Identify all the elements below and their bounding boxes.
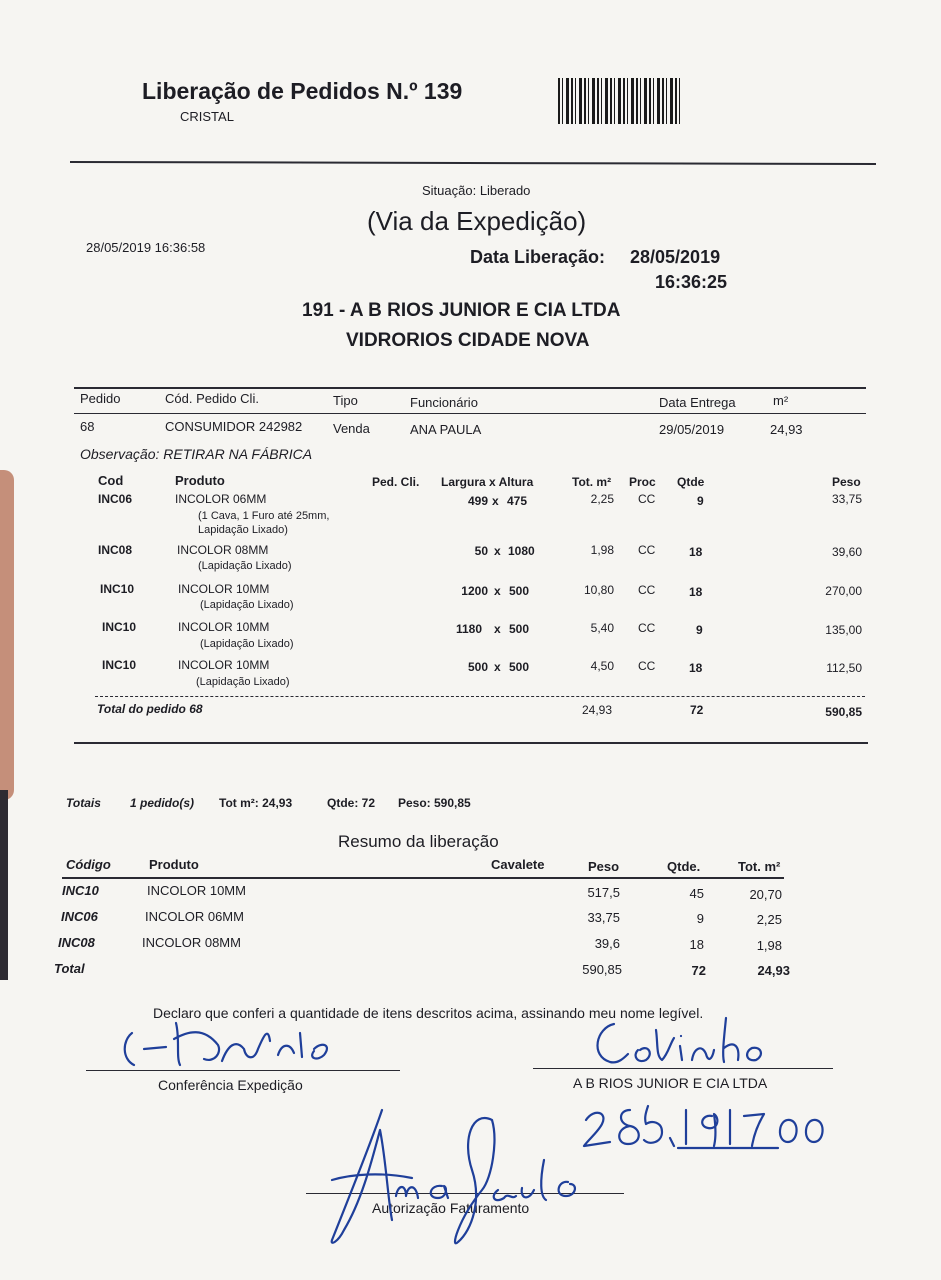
item-tot-m2: 5,40 [590, 621, 614, 635]
resumo-total-qtde: 72 [691, 963, 706, 978]
item-altura: 500 [509, 584, 530, 598]
order-m2: 24,93 [770, 422, 803, 437]
item-peso: 39,60 [831, 545, 862, 559]
declaration-text: Declaro que conferi a quantidade de itens descritos acima, assinando meu nome legível. [153, 1005, 704, 1021]
items-col-qtde: Qtde [677, 475, 705, 489]
items-col-largura-altura: Largura x Altura [441, 475, 534, 489]
item-altura: 475 [507, 494, 528, 508]
client-label: A B RIOS JUNIOR E CIA LTDA [573, 1075, 768, 1091]
resumo-tot-m2: 20,70 [749, 887, 782, 902]
item-produto: INCOLOR 10MM [178, 582, 270, 596]
item-cod: INC08 [98, 543, 133, 557]
item-qtde: 9 [697, 494, 704, 508]
page-edge-dark [0, 790, 8, 980]
item-x: x [494, 584, 501, 598]
order-total-rule [95, 696, 865, 698]
item-peso: 270,00 [825, 584, 862, 598]
item-largura: 1200 [461, 584, 488, 598]
resumo-total-label: Total [54, 961, 85, 976]
item-detail: (Lapidação Lixado) [196, 676, 290, 688]
item-tot-m2: 2,25 [590, 492, 614, 506]
items-col-produto: Produto [175, 473, 225, 488]
resumo-col-produto: Produto [149, 857, 199, 872]
data-liberacao-date: 28/05/2019 [630, 247, 721, 267]
item-proc: CC [638, 621, 656, 635]
situacao-label: Situação: Liberado [422, 183, 531, 198]
data-liberacao-time: 16:36:25 [655, 272, 728, 292]
item-produto: INCOLOR 10MM [178, 658, 270, 672]
item-x: x [494, 622, 501, 636]
resumo-tot-m2: 2,25 [756, 912, 782, 927]
item-tot-m2: 1,98 [590, 543, 614, 557]
totals-qtde: Qtde: 72 [327, 796, 376, 810]
page-edge-shadow [0, 470, 14, 800]
item-qtde: 18 [689, 545, 703, 559]
resumo-produto: INCOLOR 08MM [142, 935, 241, 950]
document-title: Liberação de Pedidos N.º 139 [142, 78, 463, 104]
item-altura: 500 [509, 660, 530, 674]
resumo-produto: INCOLOR 06MM [145, 909, 244, 924]
item-detail: (Lapidação Lixado) [198, 560, 292, 572]
order-top-rule [74, 387, 866, 389]
item-largura: 50 [474, 544, 488, 558]
resumo-qtde: 45 [689, 886, 704, 901]
company-name: CRISTAL [180, 109, 234, 124]
item-qtde: 18 [689, 661, 703, 675]
data-liberacao-label: Data Liberação: [470, 247, 606, 267]
order-total-m2: 24,93 [581, 703, 612, 717]
item-largura: 1180 [455, 622, 482, 636]
item-proc: CC [638, 543, 656, 557]
order-total-qtde: 72 [690, 703, 704, 717]
autorizacao-label: Autorização Faturamento [372, 1200, 530, 1216]
resumo-col-peso: Peso [588, 859, 620, 874]
item-cod: INC10 [100, 582, 135, 596]
resumo-produto: INCOLOR 10MM [147, 883, 246, 898]
col-funcionario: Funcionário [410, 395, 478, 410]
resumo-title: Resumo da liberação [338, 832, 499, 851]
totals-pedidos: 1 pedido(s) [130, 796, 195, 810]
order-observacao: Observação: RETIRAR NA FÁBRICA [80, 446, 313, 462]
col-cod-pedido-cli: Cód. Pedido Cli. [165, 391, 259, 406]
item-altura: 1080 [508, 544, 535, 558]
print-datetime: 28/05/2019 16:36:58 [86, 240, 206, 255]
resumo-total-tot-m2: 24,93 [757, 963, 790, 978]
resumo-col-codigo: Código [66, 857, 111, 872]
col-tipo: Tipo [333, 393, 358, 408]
col-pedido: Pedido [80, 391, 121, 406]
totals-m2: Tot m²: 24,93 [219, 796, 293, 810]
resumo-tot-m2: 1,98 [756, 938, 782, 953]
items-col-proc: Proc [629, 475, 656, 489]
item-x: x [492, 494, 499, 508]
item-qtde: 18 [689, 585, 703, 599]
items-col-cod: Cod [98, 473, 124, 488]
resumo-qtde: 9 [696, 911, 704, 926]
col-m2: m² [773, 393, 789, 408]
resumo-col-cavalete: Cavalete [491, 857, 545, 872]
item-proc: CC [638, 659, 656, 673]
item-peso: 112,50 [826, 661, 862, 675]
order-total-label: Total do pedido 68 [97, 702, 203, 716]
item-detail: (1 Cava, 1 Furo até 25mm, [198, 510, 330, 522]
item-peso: 33,75 [831, 492, 862, 506]
resumo-peso: 517,5 [587, 885, 620, 900]
item-detail: (Lapidação Lixado) [200, 638, 294, 650]
item-peso: 135,00 [825, 623, 862, 637]
order-header-rule [74, 413, 866, 414]
client-store: VIDRORIOS CIDADE NOVA [346, 330, 590, 351]
item-tot-m2: 4,50 [590, 659, 614, 673]
conferencia-label: Conferência Expedição [158, 1077, 303, 1093]
item-altura: 500 [509, 622, 530, 636]
items-col-peso: Peso [832, 475, 861, 489]
via-label: (Via da Expedição) [367, 206, 587, 236]
order-total-peso: 590,85 [825, 705, 862, 719]
resumo-peso: 33,75 [587, 910, 620, 925]
items-col-ped-cli: Ped. Cli. [372, 475, 420, 489]
order-tipo: Venda [333, 421, 370, 436]
item-tot-m2: 10,80 [583, 583, 614, 597]
item-produto: INCOLOR 10MM [178, 620, 270, 634]
handwritten-date [578, 1098, 834, 1158]
client-name: 191 - A B RIOS JUNIOR E CIA LTDA [302, 300, 621, 321]
col-data-entrega: Data Entrega [659, 395, 736, 410]
resumo-col-tot-m2: Tot. m² [738, 859, 781, 874]
item-cod: INC06 [98, 492, 133, 506]
item-x: x [494, 544, 501, 558]
item-largura: 499 [467, 494, 488, 508]
item-detail: Lapidação Lixado) [198, 524, 288, 536]
order-cod-cli: CONSUMIDOR 242982 [165, 419, 303, 434]
resumo-codigo: INC08 [58, 935, 95, 950]
resumo-qtde: 18 [689, 937, 704, 952]
item-x: x [494, 660, 501, 674]
order-bottom-rule [74, 742, 868, 744]
barcode [558, 78, 682, 124]
resumo-codigo: INC06 [61, 909, 98, 924]
conferencia-handwritten-signature [118, 1005, 348, 1075]
item-cod: INC10 [102, 620, 137, 634]
item-detail: (Lapidação Lixado) [200, 599, 294, 611]
totals-peso: Peso: 590,85 [398, 796, 471, 810]
order-pedido: 68 [80, 419, 95, 434]
resumo-peso: 39,6 [594, 936, 620, 951]
resumo-total-peso: 590,85 [582, 962, 622, 977]
autorizacao-handwritten-signature [322, 1100, 602, 1250]
item-produto: INCOLOR 08MM [177, 543, 269, 557]
order-data-entrega: 29/05/2019 [659, 422, 725, 437]
order-funcionario: ANA PAULA [410, 422, 482, 437]
item-produto: INCOLOR 06MM [175, 492, 267, 506]
items-col-tot-m2: Tot. m² [572, 475, 612, 489]
item-largura: 500 [467, 660, 488, 674]
item-proc: CC [638, 492, 656, 506]
totals-label: Totais [66, 796, 101, 810]
resumo-col-qtde: Qtde. [667, 859, 701, 874]
header-divider [70, 161, 876, 165]
item-cod: INC10 [102, 658, 137, 672]
resumo-header-rule [62, 877, 784, 879]
item-qtde: 9 [696, 623, 703, 637]
resumo-codigo: INC10 [62, 883, 99, 898]
item-proc: CC [638, 583, 656, 597]
client-handwritten-signature [584, 1010, 784, 1070]
